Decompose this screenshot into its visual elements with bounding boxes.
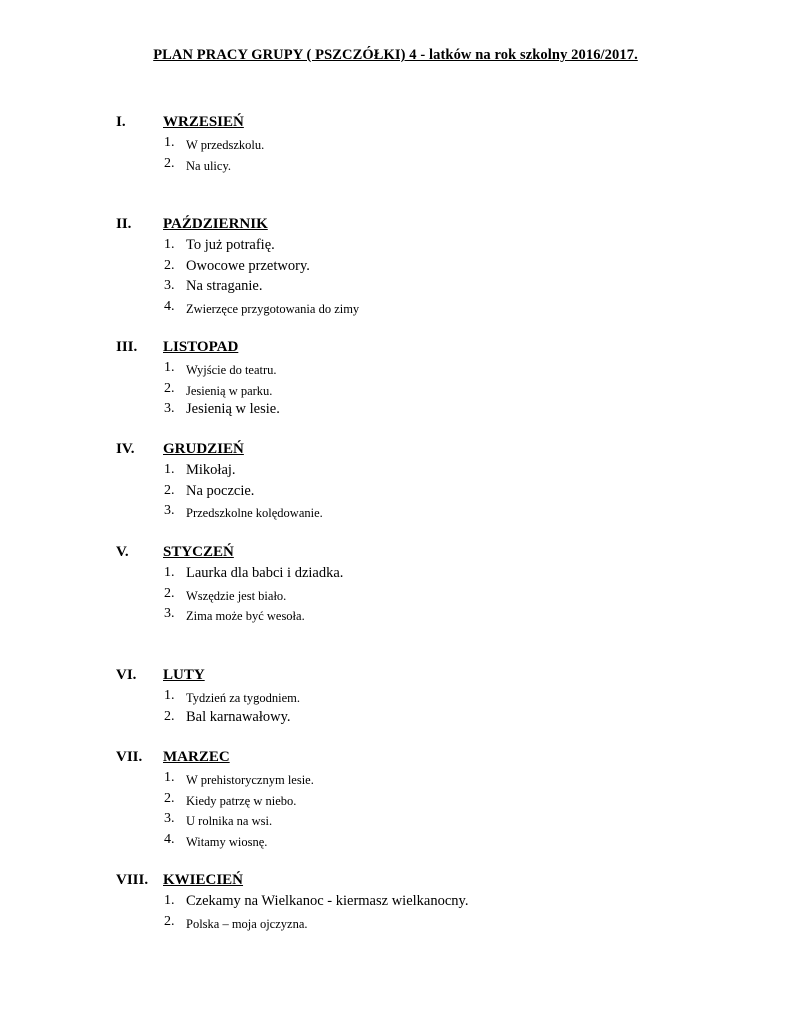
section-number: IV.: [116, 441, 135, 457]
list-item: [0, 708, 791, 729]
section-header: [0, 544, 791, 564]
item-text: Jesienią w lesie.: [186, 401, 280, 417]
section-header: [0, 749, 791, 769]
item-text: Polska – moja ojczyzna.: [186, 916, 308, 931]
section-header: [0, 441, 791, 461]
month-heading: GRUDZIEŃ: [163, 441, 244, 457]
item-number: 2.: [164, 913, 175, 929]
topic-list: [0, 564, 791, 626]
list-item: [0, 298, 791, 319]
section-listopad: [0, 339, 791, 421]
month-heading: WRZESIEŃ: [163, 114, 244, 130]
item-text: Bal karnawałowy.: [186, 708, 291, 725]
topic-list: [0, 236, 791, 318]
list-item: [0, 236, 791, 257]
item-number: 2.: [164, 482, 175, 498]
month-heading: LISTOPAD: [163, 339, 239, 355]
list-item: [0, 564, 791, 585]
list-item: [0, 605, 791, 626]
section-header: [0, 872, 791, 892]
month-heading: KWIECIEŃ: [163, 872, 244, 888]
list-item: [0, 155, 791, 176]
section-kwiecien: [0, 872, 791, 933]
document-title: PLAN PRACY GRUPY ( PSZCZÓŁKI) 4 - latków na rok szkolny 2016/2017.: [153, 47, 638, 63]
list-item: [0, 831, 791, 852]
item-number: 3.: [164, 278, 175, 293]
section-number: V.: [116, 544, 129, 560]
month-heading: LUTY: [163, 667, 205, 683]
item-number: 3.: [164, 401, 175, 416]
item-text: Mikołaj.: [186, 462, 236, 478]
item-number: 3.: [164, 811, 175, 826]
item-number: 4.: [164, 298, 175, 314]
list-item: [0, 687, 791, 708]
list-item: [0, 380, 791, 401]
list-item: [0, 502, 791, 523]
topic-list: [0, 461, 791, 523]
item-text: Wszędzie jest biało.: [186, 588, 287, 603]
list-item: [0, 359, 791, 380]
item-number: 1.: [164, 893, 175, 908]
item-number: 1.: [164, 360, 175, 375]
item-text: Na straganie.: [186, 278, 263, 294]
section-header: [0, 339, 791, 359]
item-number: 2.: [164, 380, 175, 396]
item-text: To już potrafię.: [186, 237, 275, 253]
section-grudzien: [0, 441, 791, 523]
month-heading: MARZEC: [163, 749, 230, 765]
item-text: Laurka dla babci i dziadka.: [186, 565, 344, 581]
item-number: 2.: [164, 155, 175, 171]
item-text: Na ulicy.: [186, 158, 232, 173]
item-text: Na poczcie.: [186, 482, 255, 499]
item-number: 2.: [164, 585, 175, 601]
list-item: [0, 482, 791, 503]
section-number: III.: [116, 339, 138, 355]
item-text: Wyjście do teatru.: [186, 363, 277, 377]
section-number: VII.: [116, 749, 143, 765]
topic-list: [0, 687, 791, 728]
topic-list: [0, 134, 791, 175]
item-text: Tydzień za tygodniem.: [186, 691, 301, 705]
list-item: [0, 134, 791, 155]
list-item: [0, 892, 791, 913]
section-header: [0, 667, 791, 687]
item-text: Kiedy patrzę w niebo.: [186, 793, 297, 808]
item-number: 3.: [164, 606, 175, 621]
item-number: 1.: [164, 770, 175, 785]
section-header: [0, 114, 791, 134]
list-item: [0, 810, 791, 831]
list-item: [0, 277, 791, 298]
section-styczen: [0, 544, 791, 626]
section-number: II.: [116, 216, 132, 232]
topic-list: [0, 892, 791, 933]
month-heading: PAŹDZIERNIK: [163, 216, 268, 232]
section-number: VI.: [116, 667, 137, 683]
item-text: W przedszkolu.: [186, 138, 265, 152]
item-text: Przedszkolne kolędowanie.: [186, 506, 323, 520]
list-item: [0, 585, 791, 606]
list-item: [0, 769, 791, 790]
list-item: [0, 461, 791, 482]
section-marzec: [0, 749, 791, 851]
list-item: [0, 257, 791, 278]
item-number: 2.: [164, 708, 175, 724]
item-number: 1.: [164, 688, 175, 703]
list-item: [0, 913, 791, 934]
item-number: 1.: [164, 462, 175, 477]
item-text: Owocowe przetwory.: [186, 257, 310, 274]
topic-list: [0, 359, 791, 421]
item-number: 4.: [164, 831, 175, 847]
item-text: Zima może być wesoła.: [186, 609, 305, 623]
item-text: Jesienią w parku.: [186, 383, 273, 398]
section-wrzesien: [0, 114, 791, 175]
item-number: 3.: [164, 503, 175, 518]
month-heading: STYCZEŃ: [163, 544, 234, 560]
item-text: Czekamy na Wielkanoc - kiermasz wielkanocny.: [186, 893, 469, 909]
list-item: [0, 790, 791, 811]
item-number: 1.: [164, 135, 175, 150]
topic-list: [0, 769, 791, 851]
list-item: [0, 400, 791, 421]
section-number: VIII.: [116, 872, 149, 888]
item-text: Zwierzęce przygotowania do zimy: [186, 301, 360, 316]
item-number: 2.: [164, 790, 175, 806]
section-header: [0, 216, 791, 236]
item-text: Witamy wiosnę.: [186, 834, 268, 849]
item-text: W prehistorycznym lesie.: [186, 773, 314, 787]
section-luty: [0, 667, 791, 728]
item-number: 1.: [164, 237, 175, 252]
section-pazdziernik: [0, 216, 791, 318]
item-number: 2.: [164, 257, 175, 273]
section-number: I.: [116, 114, 126, 130]
item-number: 1.: [164, 565, 175, 580]
item-text: U rolnika na wsi.: [186, 814, 273, 828]
